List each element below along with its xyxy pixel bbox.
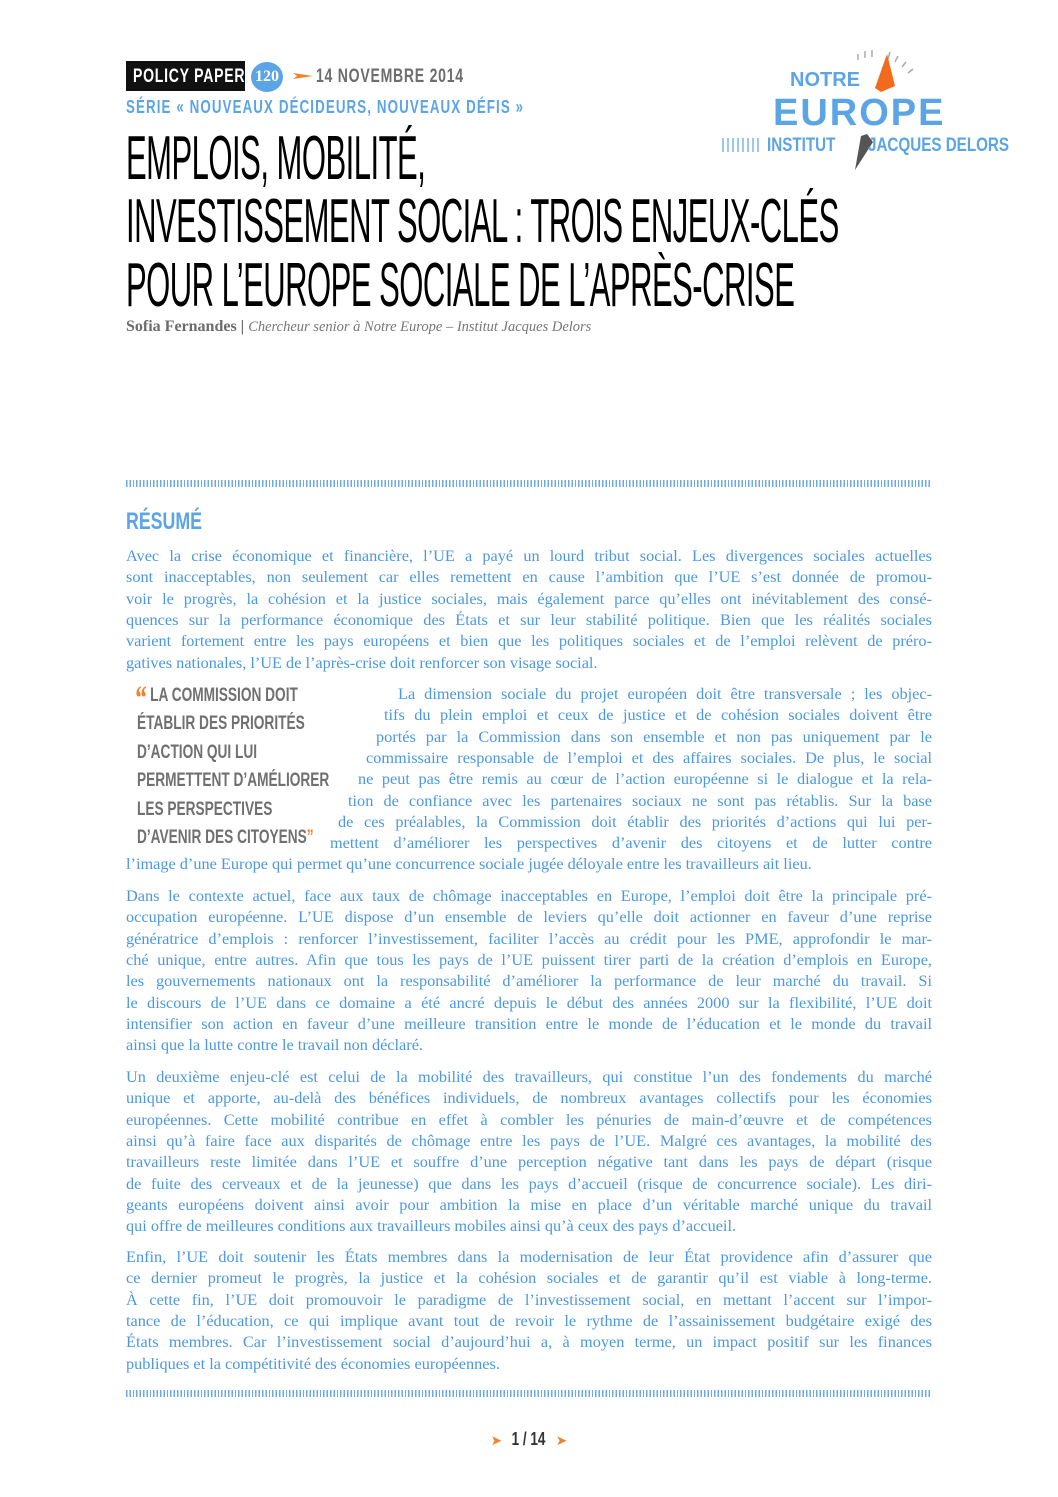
notre-europe-logo [715, 48, 1010, 173]
paragraph-line: tance de l’éducation, ce qui implique avant tout de revoir le rythme de l’assainissement budgétaire exigé des [126, 1310, 932, 1330]
paragraph-line: les gouvernements nationaux ont la responsabilité d’améliorer la performance de leur marché du travail. Si [126, 971, 932, 991]
page-number: ➤ 1 / 14 ➤ [491, 1429, 567, 1449]
paragraph-line: États membres. Car l’investissement social d’aujourd’hui a, à moyen terme, un impact positif sur les finances [126, 1332, 932, 1352]
paragraph-line: tifs du plein emploi et ceux de justice et de cohésion sociales doivent être [384, 705, 932, 725]
logo-jacques-delors: JACQUES DELORS [868, 135, 1010, 156]
paragraph-line: sont inacceptables, non seulement car elles remettent en cause l’ambition que l’UE s’est donnée de promou- [126, 567, 932, 587]
logo-notre: NOTRE [790, 69, 860, 91]
paragraph-line: voir le progrès, la cohésion et la justice sociales, mais également parce qu’elles ont inévitablement des consé- [126, 588, 932, 608]
series-title: SÉRIE « NOUVEAUX DÉCIDEURS, NOUVEAUX DÉFIS » [126, 97, 525, 117]
paragraph-line: ne peut pas être remis au cœur de l’action européenne si le dialogue et la rela- [358, 769, 932, 789]
paragraph-line: de ces préalables, la Commission doit établir des priorités d’actions qui lui per- [338, 811, 932, 831]
paragraph-line: Dans le contexte actuel, face aux taux de chômage inacceptables en Europe, l’emploi doit être la principale pré- [126, 886, 932, 905]
paragraph-line: européennes. Cette mobilité contribue en effet à combler les pénuries de main-d’œuvre et de compétences [126, 1109, 932, 1129]
title-line-3: POUR L’EUROPE SOCIALE DE L’APRÈS-CRISE [126, 251, 795, 320]
paragraph-line: La dimension sociale du projet européen doit être transversale ; les objec- [398, 684, 932, 703]
paragraph-line: génératrice d’emplois : renforcer l’investissement, faciliter l’accès au crédit pour les PME, approfondir le mar- [126, 928, 932, 948]
paragraph-line: Avec la crise économique et financière, l’UE a payé un lourd tribut social. Les divergences sociales actuelles [126, 546, 932, 565]
logo-institut: INSTITUT [767, 135, 836, 156]
paragraph-line: mettent d’améliorer les perspectives d’avenir des citoyens et de lutter contre [330, 833, 932, 853]
paragraph-line: le discours de l’UE dans ce domaine a été ancré depuis le début des années 2000 sur la flexibilité, l’UE doit [126, 992, 932, 1012]
paragraph-line: Enfin, l’UE doit soutenir les États membres dans la modernisation de leur État providence afin d’assurer que [126, 1247, 932, 1266]
paragraph-line: tion de confiance avec les partenaires sociaux ne sont pas rétablis. Sur la base [348, 790, 932, 810]
paragraph-line: intensifier son action en faveur d’une meilleure transition entre le monde de l’éducation et le monde du travail [126, 1013, 932, 1033]
publication-date: 14 NOVEMBRE 2014 [316, 66, 464, 87]
logo-europe: EUROPE [773, 92, 946, 134]
paragraph-line: occupation européenne. L’UE dispose d’un ensemble de leviers qu’elle doit actionner en faveur d’une reprise [126, 907, 932, 927]
paragraph-line: commissaire responsable de l’emploi et des affaires sociales. De plus, le social [366, 747, 932, 767]
paragraph-line: ché unique, entre autres. Afin que tous les pays de l’UE puissent tirer parti de la création d’emplois en Europe, [126, 949, 932, 969]
arrow-icon: ➤ [491, 1433, 502, 1448]
paragraph-line: ainsi que la lutte contre le travail non déclaré. [126, 1035, 424, 1055]
paragraph-line: qui offre de meilleures conditions aux travailleurs mobiles ainsi qu’à ceux des pays d’accueil. [126, 1216, 737, 1236]
paragraph-line: quences sur la performance économique des États et sur leur stabilité politique. Bien que les réalités sociales [126, 609, 932, 629]
pull-quote: “ LA COMMISSION DOIT ÉTABLIR DES PRIORITÉS D’ACTION QUI LUI PERMETTENT D’AMÉLIORER LES PERSPECTIVES D’AVENIR DES CITOYENS” [134, 680, 330, 848]
policy-paper-badge: POLICY PAPER [126, 61, 245, 91]
paragraph-line: Un deuxième enjeu-clé est celui de la mobilité des travailleurs, qui constitue l’un des fondements du marché [126, 1067, 932, 1086]
arrow-icon: ➤ [556, 1433, 567, 1448]
paragraph-line: portés par la Commission dans son ensemble et non pas uniquement par le [376, 726, 932, 746]
author-name: Sofia Fernandes [126, 318, 237, 335]
dotted-divider [126, 480, 932, 487]
paragraph-line: ainsi qu’à faire face aux disparités de chômage entre les pays de l’UE. Malgré ces avantages, la mobilité des [126, 1130, 932, 1150]
title-line-1: EMPLOIS, MOBILITÉ, [126, 124, 426, 193]
paragraph-line: À cette fin, l’UE doit promouvoir le paradigme de l’investissement social, en mettant l’accent sur l’impor- [126, 1289, 932, 1309]
author-separator: | [240, 318, 245, 335]
paragraph-line: de fuite des cerveaux et de la jeunesse) que dans les pays d’accueil (risque de concurrence sociale). Les diri- [126, 1173, 932, 1193]
arrow-icon [293, 71, 313, 81]
issue-number-badge: 120 [251, 62, 283, 92]
close-quote-icon: ” [306, 826, 314, 848]
paragraph-line: geants européens doivent ainsi avoir pour ambition la mise en place d’un véritable marché unique du travail [126, 1194, 932, 1214]
resume-heading: RÉSUMÉ [126, 508, 202, 535]
paragraph-line: l’image d’une Europe qui permet qu’une concurrence sociale jugée déloyale entre les travailleurs ait lieu. [126, 854, 812, 874]
paragraph-line: varient fortement entre les pays européens et bien que les politiques sociales et de l’emploi relèvent de préro- [126, 631, 932, 651]
dotted-divider [126, 1390, 932, 1397]
paragraph-line: unique et apporte, au-delà des bénéfices individuels, de nombreux avantages collectifs pour les économies [126, 1088, 932, 1108]
author-role: Chercheur senior à Notre Europe – Institut Jacques Delors [248, 319, 592, 335]
paragraph-line: publiques et la compétitivité des économies européennes. [126, 1353, 500, 1373]
author-line [126, 318, 591, 336]
paragraph-line: gatives nationales, l’UE de l’après-crise doit renforcer son visage social. [126, 652, 598, 672]
title-line-2: INVESTISSEMENT SOCIAL : TROIS ENJEUX-CLÉS [126, 187, 839, 256]
paragraph-line: ce dernier promeut le progrès, la justice et la cohésion sociales et de garantir qu’il est viable à long-terme. [126, 1268, 932, 1288]
open-quote-icon: “ [134, 680, 147, 717]
paragraph-line: travailleurs reste limitée dans l’UE et souffre d’une perception négative tant dans les pays de départ (risque [126, 1152, 932, 1172]
